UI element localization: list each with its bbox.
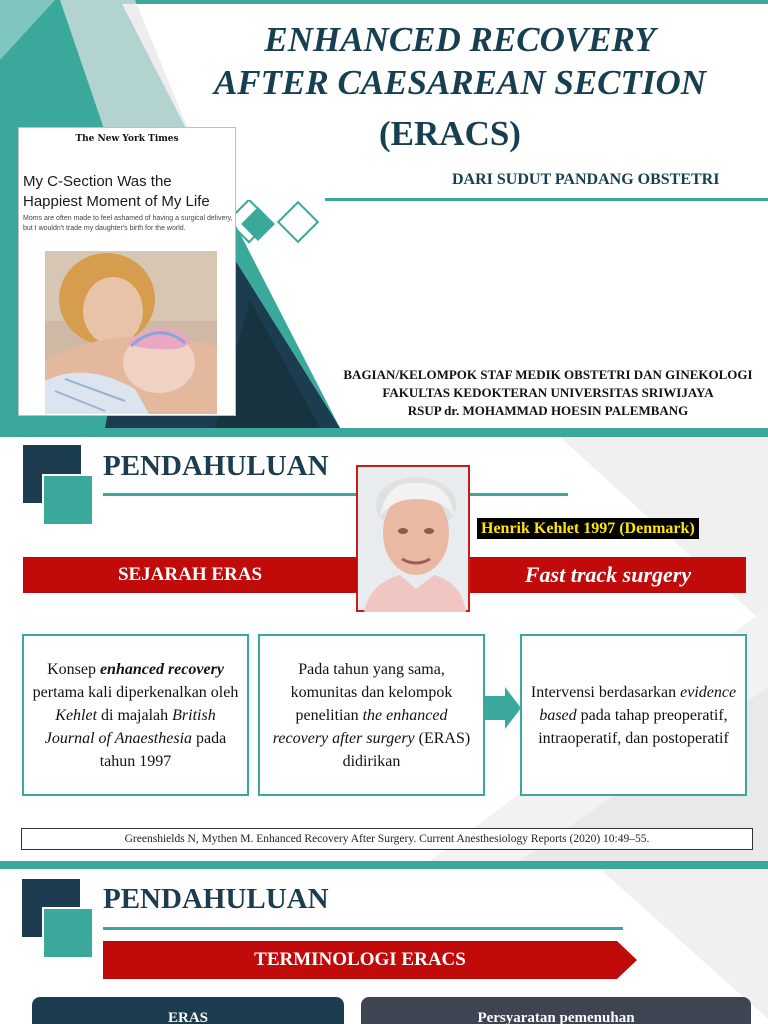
section-heading: PENDAHULUAN bbox=[103, 450, 329, 482]
newspaper-masthead: The New York Times bbox=[75, 134, 179, 144]
history-box-2 bbox=[258, 634, 485, 796]
history-box-2-text: Pada tahun yang sama, komunitas dan kelompok penelitian the enhanced recovery after surgery (ERAS) didirikan bbox=[272, 660, 471, 770]
history-box-3-text: Intervensi berdasarkan evidence based pada tahap preoperatif, intraoperatif, dan postoperatif bbox=[530, 683, 737, 747]
slide-divider bbox=[0, 428, 768, 437]
news-article-image bbox=[18, 127, 236, 416]
affiliation-line-1: BAGIAN/KELOMPOK STAF MEDIK OBSTETRI DAN GINEKOLOGI bbox=[343, 367, 753, 382]
article-dek: Moms are often made to feel ashamed of having a surgical delivery, but I wouldn't trade my daughter's birth for the world. bbox=[23, 215, 233, 232]
portrait-caption: Henrik Kehlet 1997 (Denmark) bbox=[477, 518, 699, 539]
history-box-1 bbox=[22, 634, 249, 796]
flow-arrow-icon bbox=[485, 687, 521, 729]
eras-card-title: ERAS bbox=[167, 1010, 208, 1024]
sejarah-banner-label: SEJARAH ERAS bbox=[117, 564, 263, 585]
heading-underline bbox=[103, 493, 568, 496]
title-slide bbox=[0, 0, 768, 428]
title-line-2: AFTER CAESAREAN SECTION bbox=[213, 63, 707, 102]
affiliation-line-3: RSUP dr. MOHAMMAD HOESIN PALEMBANG bbox=[407, 403, 689, 418]
fast-track-label: Fast track surgery bbox=[524, 562, 692, 587]
presentation-title bbox=[180, 18, 740, 104]
title-abbreviation: (ERACS) bbox=[379, 114, 521, 153]
eras-card bbox=[32, 997, 344, 1024]
heading-underline-2 bbox=[103, 927, 623, 930]
mother-baby-photo bbox=[45, 251, 217, 414]
history-box-1-text: Konsep enhanced recovery pertama kali diperkenalkan oleh Kehlet di majalah British Journal of Anaesthesia pada tahun 1997 bbox=[32, 660, 239, 770]
section-heading-2: PENDAHULUAN bbox=[103, 883, 329, 915]
henrik-kehlet-portrait bbox=[356, 465, 470, 612]
terminologi-slide bbox=[0, 869, 768, 1024]
sejarah-banner bbox=[23, 557, 357, 593]
requirements-card bbox=[361, 997, 751, 1024]
subtitle-underline bbox=[325, 198, 768, 201]
affiliation-line-2: FAKULTAS KEDOKTERAN UNIVERSITAS SRIWIJAYA bbox=[382, 385, 714, 400]
diamond-ornament bbox=[228, 200, 328, 256]
terminologi-banner-label: TERMINOLOGI ERACS bbox=[254, 949, 466, 970]
sejarah-slide bbox=[0, 437, 768, 861]
affiliation-block bbox=[328, 366, 768, 420]
article-headline: My C-Section Was the Happiest Moment of My Life bbox=[23, 173, 210, 210]
history-box-3 bbox=[520, 634, 747, 796]
reference-citation: Greenshields N, Mythen M. Enhanced Recovery After Surgery. Current Anesthesiology Reports (2020) 10:49–55. bbox=[21, 828, 753, 850]
fast-track-banner bbox=[470, 557, 746, 593]
heading-square-teal bbox=[42, 474, 94, 526]
subtitle: DARI SUDUT PANDANG OBSTETRI bbox=[452, 171, 720, 188]
requirements-card-title: Persyaratan pemenuhan bbox=[477, 1010, 635, 1024]
title-line-1: ENHANCED RECOVERY bbox=[264, 20, 656, 59]
slide-divider-2 bbox=[0, 861, 768, 869]
heading-square-teal-2 bbox=[42, 907, 94, 959]
